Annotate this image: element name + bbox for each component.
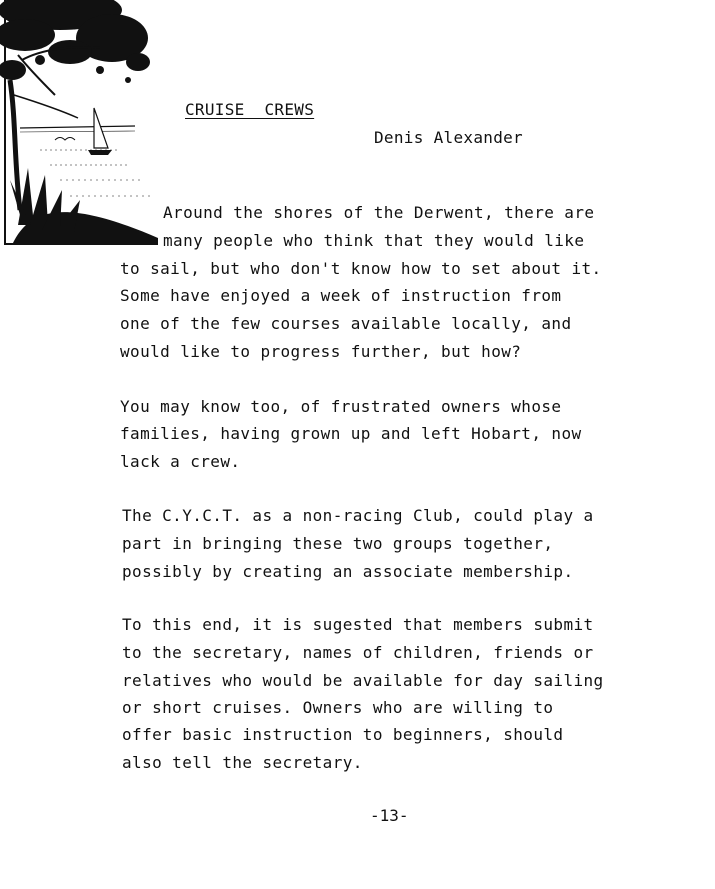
text-line: To this end, it is sugested that members submit [122,615,594,634]
text-line: many people who think that they would like [163,231,585,250]
text-line: part in bringing these two groups together, [122,534,554,553]
text-line: to the secretary, names of children, friends or [122,643,594,662]
text-line: The C.Y.C.T. as a non-racing Club, could play a [122,506,594,525]
text-line: You may know too, of frustrated owners whose [120,397,562,416]
text-line: possibly by creating an associate membership. [122,562,574,581]
text-line: to sail, but who don't know how to set about it. [120,259,602,278]
article-title: CRUISE CREWS [185,100,315,119]
text-line: one of the few courses available locally, and [120,314,572,333]
text-line: lack a crew. [120,452,241,471]
text-line: Some have enjoyed a week of instruction from [120,286,562,305]
text-line: offer basic instruction to beginners, should [122,725,564,744]
text-line: or short cruises. Owners who are willing to [122,698,554,717]
page-number: -13- [370,806,409,825]
text-line: families, having grown up and left Hobart, now [120,424,582,443]
text-line: relatives who would be available for day sailing [122,671,604,690]
text-line: would like to progress further, but how? [120,342,522,361]
author-name: Denis Alexander [374,128,523,147]
text-line: also tell the secretary. [122,753,363,772]
tree-shore-sailboat-illustration [0,0,160,250]
text-line: Around the shores of the Derwent, there are [163,203,595,222]
